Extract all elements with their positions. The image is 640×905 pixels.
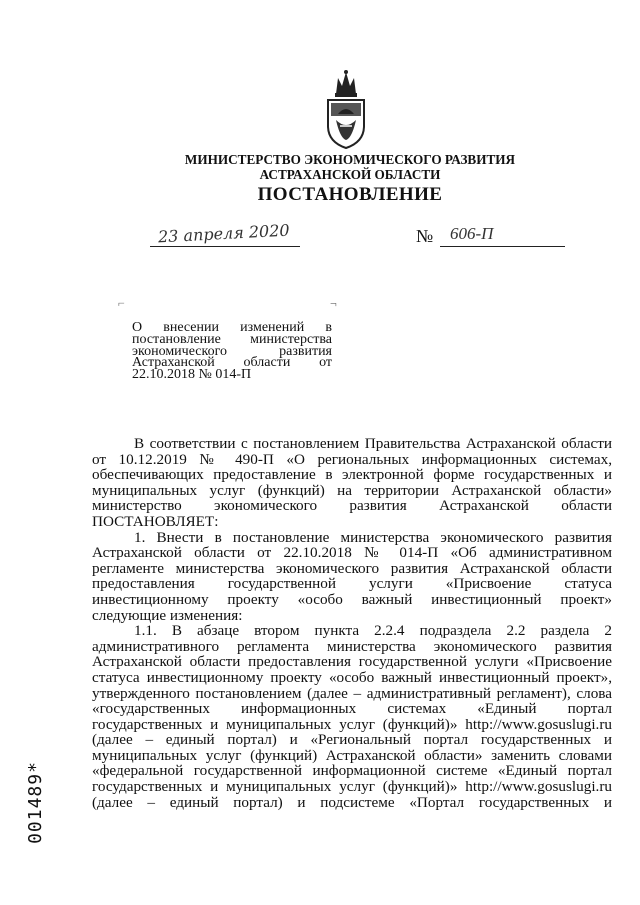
coat-of-arms-emblem xyxy=(322,64,370,152)
corner-mark-left: ⌐ xyxy=(118,296,125,310)
body-line: министерство экономического развития Астраханской области xyxy=(92,497,612,515)
handwritten-date: 23 апреля 2020 xyxy=(157,220,291,247)
body-line: следующие изменения: xyxy=(92,606,243,624)
body-line: (далее – единый портал) и подсистеме «Портал государственных и xyxy=(92,793,612,811)
ministry-name-line1: МИНИСТЕРСТВО ЭКОНОМИЧЕСКОГО РАЗВИТИЯ xyxy=(184,152,516,167)
body-line: 1. Внести в постановление министерства экономического развития xyxy=(134,528,612,546)
body-line: обеспечивающих предоставление в электронной форме государственных и xyxy=(92,466,612,484)
document-type-title: ПОСТАНОВЛЕНИЕ xyxy=(257,184,443,205)
body-line: ПОСТАНОВЛЯЕТ: xyxy=(92,512,219,530)
body-paragraph-preamble xyxy=(92,436,612,530)
corner-mark-right: ¬ xyxy=(330,296,337,310)
body-line: (далее – единый портал) и «Региональный портал государственных и xyxy=(92,731,612,749)
stamp-number: 001489* xyxy=(24,761,46,844)
body-line: инвестиционному проекту «особо важный инвестиционный проект» xyxy=(92,590,612,608)
body-paragraph-item-1 xyxy=(92,530,612,624)
body-line: «государственных информационных системах «Единый портал xyxy=(92,700,612,718)
subject-line: 22.10.2018 № 014-П xyxy=(132,367,252,383)
body-line: 1.1. В абзаце втором пункта 2.2.4 подраздела 2.2 раздела 2 xyxy=(134,622,612,640)
body-line: Астраханской области от 22.10.2018 № 014-П «Об административном xyxy=(92,544,612,562)
body-line: регламенте министерства экономического развития Астраханской области xyxy=(92,559,612,577)
handwritten-number: 606-П xyxy=(450,224,494,243)
body-line: от 10.12.2019 № 490-П «О региональных информационных системах, xyxy=(92,450,612,468)
body-line: Астраханской области предоставления государственной услуги «Присвоение xyxy=(92,653,612,671)
body-line: муниципальных услуг (функций) на территории Астраханской области» xyxy=(92,481,612,499)
body-line: государственных и муниципальных услуг (функций)» http://www.gosuslugi.ru xyxy=(92,715,612,733)
body-line: государственных и муниципальных услуг (функций)» http://www.gosuslugi.ru xyxy=(92,778,612,796)
date-underline xyxy=(150,246,300,247)
number-underline xyxy=(440,246,565,247)
body-line: «федеральной государственной информационной системе «Единый портал xyxy=(92,762,612,780)
body-line: утвержденного постановлением (далее – административный регламент), слова xyxy=(92,684,612,702)
subject-line: экономического развития xyxy=(132,343,332,359)
body-line: муниципальных услуг (функций) Астраханской области» заменить словами xyxy=(92,746,612,764)
document-subject xyxy=(132,322,332,381)
body-line: предоставления государственной услуги «Присвоение статуса xyxy=(92,575,612,593)
body-line: В соответствии с постановлением Правительства Астраханской области xyxy=(134,435,612,452)
subject-line: постановление министерства xyxy=(132,331,332,347)
document-body xyxy=(92,436,612,810)
body-line: статуса инвестиционному проекту «особо важный инвестиционный проект», xyxy=(92,668,612,686)
ministry-name-line2: АСТРАХАНСКОЙ ОБЛАСТИ xyxy=(259,167,441,182)
body-line: административного регламента министерства экономического развития xyxy=(92,637,612,655)
registration-stamp xyxy=(24,752,60,862)
number-sign: № xyxy=(416,226,434,246)
subject-line: Астраханской области от xyxy=(132,355,332,371)
body-paragraph-item-1-1 xyxy=(92,623,612,810)
subject-line: О внесении изменений в xyxy=(132,320,332,335)
